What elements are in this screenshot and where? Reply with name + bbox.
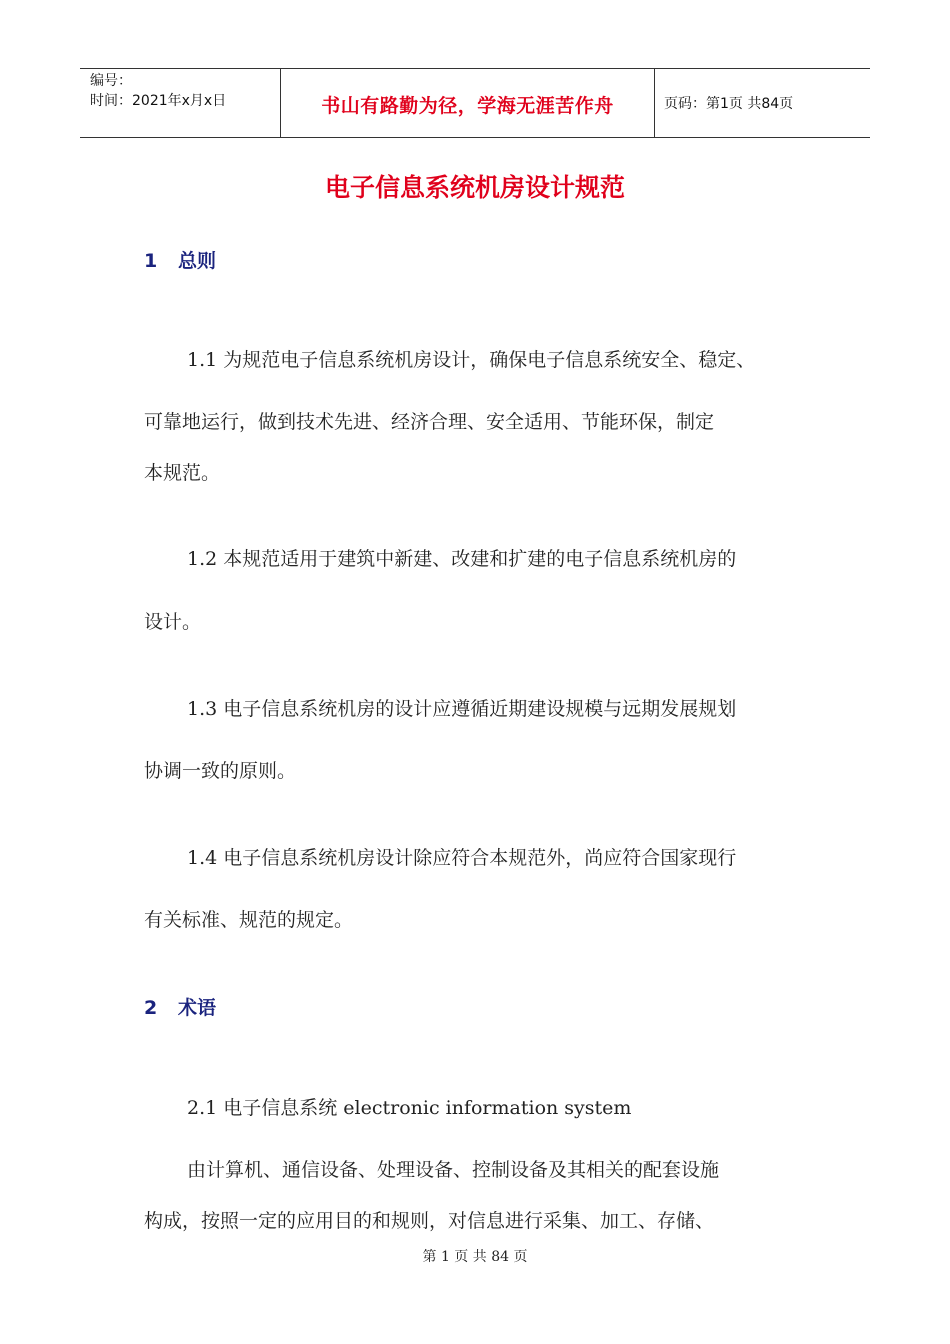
document-title: 电子信息系统机房设计规范 [324, 173, 625, 202]
paragraph-line: 有关标准、规范的规定。 [144, 909, 354, 931]
section-title: 总则 [178, 250, 217, 272]
paragraph-line: 1.1 为规范电子信息系统机房设计，确保电子信息系统安全、稳定、 [187, 349, 756, 371]
paragraph-line: 设计。 [144, 611, 202, 633]
section-title: 术语 [178, 997, 217, 1019]
header-divider [654, 69, 655, 137]
header-page-info: 页码：第1页 共84页 [664, 96, 794, 112]
page-footer: 第 1 页 共 84 页 [422, 1249, 528, 1265]
header-number-label: 编号： [90, 73, 132, 89]
paragraph-line: 本规范。 [144, 462, 221, 484]
paragraph-line: 构成，按照一定的应用目的和规则，对信息进行采集、加工、存储、 [144, 1210, 715, 1232]
term-heading: 2.1 电子信息系统 electronic information system [187, 1097, 632, 1119]
section-heading-1 [144, 246, 216, 273]
paragraph-line: 1.3 电子信息系统机房的设计应遵循近期建设规模与远期发展规划 [187, 698, 737, 720]
page-header [80, 68, 870, 138]
paragraph-line: 由计算机、通信设备、处理设备、控制设备及其相关的配套设施 [187, 1159, 720, 1181]
header-meta [90, 71, 226, 111]
paragraph-line: 协调一致的原则。 [144, 760, 297, 782]
paragraph-line: 1.2 本规范适用于建筑中新建、改建和扩建的电子信息系统机房的 [187, 548, 737, 570]
paragraph-line: 可靠地运行，做到技术先进、经济合理、安全适用、节能环保，制定 [144, 411, 715, 433]
header-motto: 书山有路勤为径，学海无涯苦作舟 [321, 95, 614, 117]
section-number: 1 [144, 250, 158, 272]
header-time-label: 时间：2021年x月x日 [90, 93, 227, 109]
paragraph-line: 1.4 电子信息系统机房设计除应符合本规范外，尚应符合国家现行 [187, 847, 737, 869]
section-number: 2 [144, 997, 158, 1019]
section-heading-2 [144, 993, 216, 1020]
